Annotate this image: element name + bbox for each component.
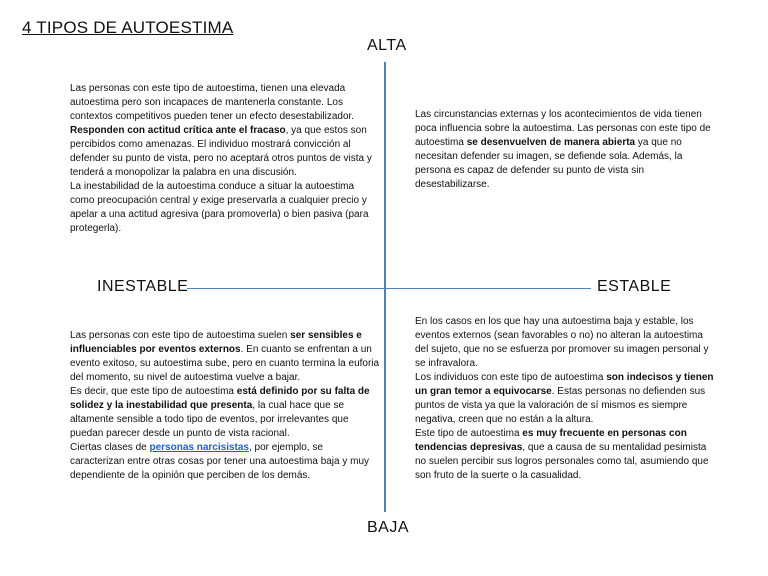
quadrant-bold-text: se desenvuelven de manera abierta: [466, 137, 636, 148]
quadrant-bold-text: es muy frecuente en personas con tendencias depresivas: [415, 428, 687, 453]
quadrant-text: Las personas con este tipo de autoestima suelen: [70, 330, 291, 341]
quadrant-text: La inestabilidad de la autoestima conduce a situar la autoestima como preocupación central y exige preservarla a cualquier precio y apelar a una actitud agresiva (para promoverla) o bien pasiva (para protegerla).: [70, 181, 369, 234]
quadrant-text: Este tipo de autoestima: [415, 428, 523, 439]
quadrant-text: Ciertas clases de: [70, 442, 150, 453]
quadrant-text: . En cuanto se enfrentan a un evento exitoso, su autoestima sube, pero en cuanto termina la euforia del momento, su nivel de autoestima vuelve a bajar.: [70, 344, 380, 383]
horizontal-axis-line: [187, 288, 591, 289]
quadrant-text: , que a causa de su mentalidad pesimista no suelen percibir sus logros personales como tal, asumiendo que son fruto de la suerte o la casualidad.: [415, 442, 709, 481]
page-title: 4 TIPOS DE AUTOESTIMA: [22, 18, 234, 37]
quadrant-text: , ya que estos son percibidos como amenazas. El individuo mostrará convicción al defender su punto de vista, pero no aceptará otros puntos de vista y tenderá a monopolizar la palabra en una discusión.: [70, 125, 372, 178]
quadrant-text: En los casos en los que hay una autoestima baja y estable, los eventos externos (sean favorables o no) no alteran la autoestima del sujeto, que no se esfuerza por promover su imagen personal y se infravalora.: [415, 316, 709, 369]
quadrant-text: Las circunstancias externas y los acontecimientos de vida tienen poca influencia sobre la autoestima. Las personas con este tipo de autoestima: [415, 109, 711, 148]
quadrant-text: , por ejemplo, se caracterizan entre otras cosas por tener una autoestima baja y muy dependiente de la opinión que perciben de los demás.: [70, 442, 370, 481]
axis-label-estable: ESTABLE: [597, 278, 672, 295]
quadrant-text: Los individuos con este tipo de autoestima: [415, 372, 607, 383]
vertical-axis-line: [384, 62, 386, 512]
quadrant-bold-text: Responden con actitud crítica ante el fracaso: [70, 125, 286, 136]
quadrant-alta-estable: [415, 108, 715, 192]
quadrant-text: , la cual hace que se altamente sensible a todo tipo de eventos, por irrelevantes que puedan parecer desde un punto de vista racional.: [70, 400, 349, 439]
quadrant-text: ya que no necesitan defender su imagen, se defiende sola. Además, la persona es capaz de defender su punto de vista sin desestabilizarse.: [415, 137, 683, 190]
quadrant-text: . Estas personas no defienden sus puntos de vista ya que la valoración de sí mismos es siempre negativa, creen que no están a la altura.: [415, 386, 706, 425]
quadrant-bold-text: son indecisos y tienen un gran temor a equivocarse: [415, 372, 714, 397]
personas-narcisistas-link[interactable]: personas narcisistas: [149, 442, 249, 453]
axis-label-baja: BAJA: [367, 519, 410, 536]
quadrant-bold-text: está definido por su falta de solidez y la inestabilidad que presenta: [70, 386, 370, 411]
axis-label-inestable: INESTABLE: [97, 278, 189, 295]
quadrant-text: Las personas con este tipo de autoestima, tienen una elevada autoestima pero son incapaces de mantenerla constante. Los contextos competitivos pueden tener un efecto desestabilizador.: [70, 83, 355, 122]
quadrant-baja-estable: [415, 315, 715, 483]
quadrant-baja-inestable: [70, 329, 380, 483]
quadrant-alta-inestable: [70, 82, 380, 236]
quadrant-text: Es decir, que este tipo de autoestima: [70, 386, 237, 397]
quadrant-bold-text: ser sensibles e influenciables por eventos externos: [70, 330, 362, 355]
axis-label-alta: ALTA: [367, 37, 407, 54]
